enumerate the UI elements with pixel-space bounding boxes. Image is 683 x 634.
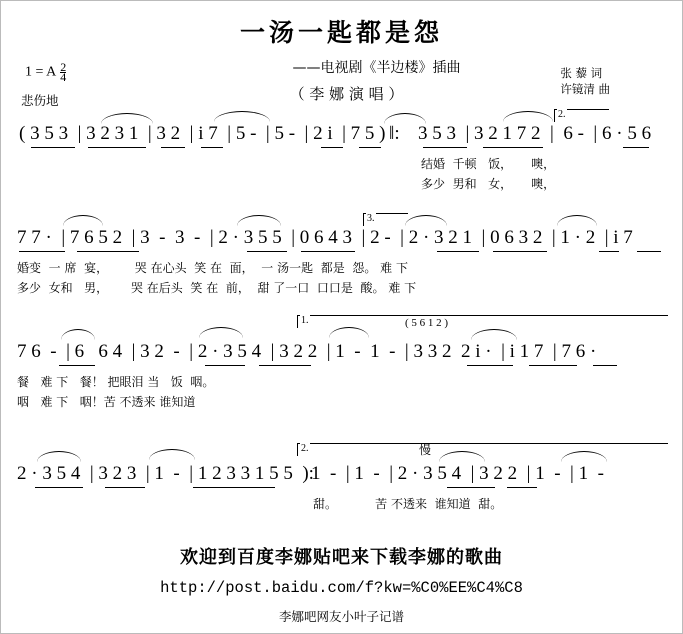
volta-bracket (363, 213, 408, 226)
beam (447, 487, 495, 488)
lyric-line-1: 餐 难 下 餐！ 把眼泪 当 饭 咽。 (17, 375, 215, 389)
beam (88, 147, 146, 148)
beam (359, 147, 381, 148)
slur (63, 215, 103, 226)
key-signature (25, 60, 67, 84)
lyric-line-1: 结婚 千顿 饭， 噢， (421, 157, 556, 171)
beam (467, 365, 513, 366)
beam (77, 251, 139, 252)
notes-line: 7 6 - | 6 6 4 | 3 2 - | 2 · 3 5 4 | 3 2 2 | 1 - 1 - | 3 3 2 2 i · | i 1 7 | 7 6 · (17, 341, 597, 362)
key-label: 1 = A (25, 64, 57, 80)
beam (59, 365, 95, 366)
beam (529, 365, 577, 366)
lyric-line-2: 咽 难 下 咽！苦 不透来 谁知道 (17, 395, 196, 409)
volta-number: 3. (367, 213, 375, 224)
slur (405, 215, 447, 226)
mood-marking: 悲伤地 (21, 93, 59, 108)
beam (193, 487, 275, 488)
slur (61, 329, 95, 340)
beam (507, 487, 537, 488)
credits (560, 65, 610, 97)
beam (259, 365, 311, 366)
time-signature (60, 60, 67, 84)
lyricist: 张 藜 词 (560, 66, 603, 80)
beam (301, 251, 355, 252)
beam (321, 147, 343, 148)
beam (493, 251, 547, 252)
notes-phrase-b: 3 5 3 | 3 2 1 7 2 | 6 - | 6 · 5 6 (418, 123, 652, 144)
slur (214, 111, 270, 122)
notes-phrase-a: 2 · 3 5 4 | 3 2 3 | 1 - | 1 2 3 3 1 5 5 ): (17, 463, 314, 484)
slur (557, 215, 597, 226)
slur (471, 329, 517, 340)
notes-phrase-a: ( 3 5 3 | 3 2 3 1 | 3 2 | i 7 | 5 - | 5 - | 2 i | 7 5 ) (19, 123, 386, 144)
volta-bracket (554, 109, 609, 122)
beam (599, 251, 619, 252)
notes-line: 7 7 · | 7 6 5 2 | 3 - 3 - | 2 · 3 5 5 | 0 6 4 3 | 2 - | 2 · 3 2 1 | 0 6 3 2 | 1 · 2 | i 7 (17, 227, 633, 248)
slur (37, 451, 81, 462)
performer-line: （ 李 娜 演 唱 ） (289, 85, 404, 103)
beam (31, 147, 75, 148)
ornament-notes: ( 5 6 1 2 ) (405, 317, 449, 329)
slur (199, 327, 243, 338)
slur (149, 449, 195, 460)
composer: 许镜清 曲 (560, 82, 610, 96)
beam (161, 147, 185, 148)
meter-denominator: 4 (60, 70, 67, 84)
page-title: 一汤一匙都是怨 (239, 18, 443, 47)
source-url[interactable]: http://post.baidu.com/f?kw=%C0%EE%C4%C8 (160, 579, 523, 597)
lyric-line-1: 婚变 一 席 宴， 哭 在心头 笑 在 面， 一 汤一匙 都是 怨。 难 下 (17, 261, 408, 275)
lyric-line-2: 多少 女和 男， 哭 在后头 笑 在 前， 甜 了一口 口口是 酸。 难 下 (17, 281, 417, 295)
subtitle: ——电视剧《半边楼》插曲 (292, 60, 461, 76)
system-3 (1, 315, 683, 411)
system-1 (1, 109, 683, 191)
volta-number: 2. (558, 109, 566, 120)
beam (35, 487, 83, 488)
slur (237, 215, 281, 226)
volta-number: 2. (301, 443, 309, 454)
lyric-line-2: 多少 男和 女， 噢， (421, 177, 556, 191)
slur (503, 111, 553, 122)
beam (623, 147, 649, 148)
repeat-start-sign: ‖: (389, 123, 400, 144)
volta-number: 1. (301, 315, 309, 326)
beam (105, 487, 145, 488)
beam (201, 147, 223, 148)
tempo-marking: 慢 (419, 443, 432, 457)
notes-phrase-b: 1 - | 1 - | 2 · 3 5 4 | 3 2 2 | 1 - | 1 - (311, 463, 604, 484)
beam (593, 365, 617, 366)
beam (19, 251, 65, 252)
beam (423, 147, 467, 148)
system-2 (1, 213, 683, 299)
beam (437, 251, 479, 252)
meter-numerator: 2 (60, 60, 67, 74)
transcriber-credit: 李娜吧网友小叶子记谱 (278, 609, 404, 624)
beam (205, 365, 245, 366)
beam (637, 251, 661, 252)
slur (329, 327, 369, 338)
first-ending-bracket (297, 315, 668, 328)
lyric-line-1: 甜。 苦 不透来 谁知道 甜。 (313, 497, 503, 511)
beam (483, 147, 543, 148)
volta-bracket (297, 443, 668, 456)
system-4 (1, 443, 683, 521)
promo-text: 欢迎到百度李娜贴吧来下载李娜的歌曲 (180, 547, 503, 568)
beam (247, 251, 287, 252)
